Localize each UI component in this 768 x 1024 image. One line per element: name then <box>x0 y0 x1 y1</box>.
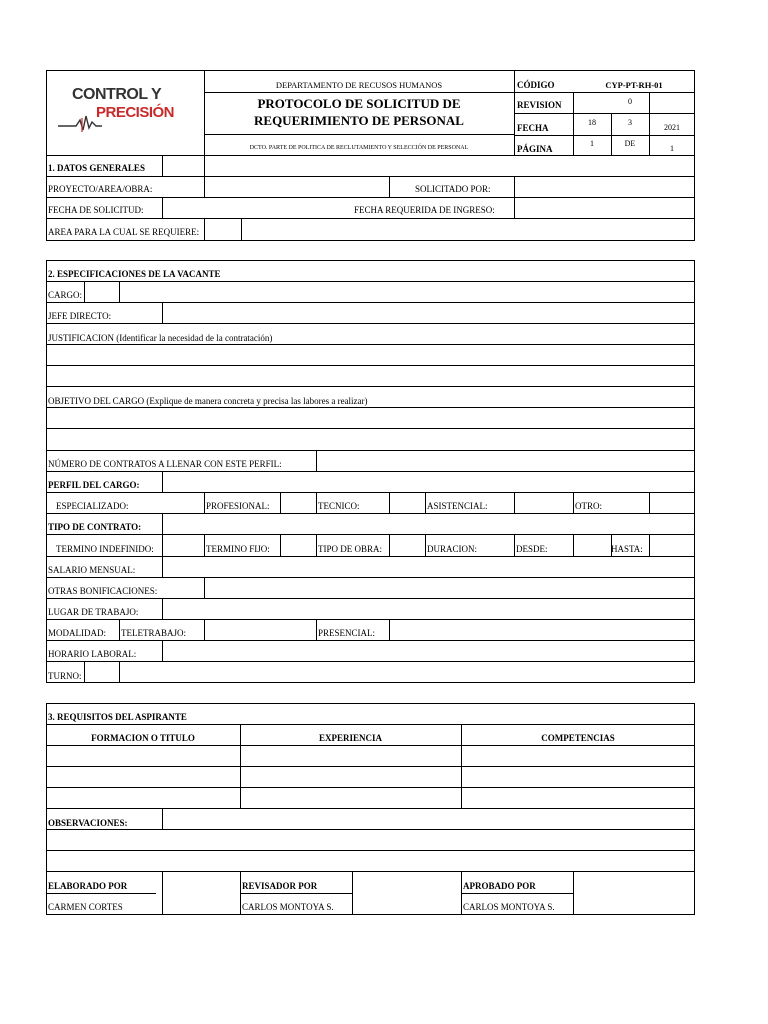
desde-label: DESDE: <box>516 544 548 554</box>
indefinido-label: TERMINO INDEFINIDO: <box>56 544 154 554</box>
logo-signal-icon <box>58 110 118 132</box>
solicitado-label: SOLICITADO POR: <box>415 184 491 194</box>
teletrabajo-label: TELETRABAJO: <box>121 628 186 638</box>
horario-label: HORARIO LABORAL: <box>48 649 137 659</box>
tecnico-label: TECNICO: <box>318 501 360 511</box>
aprobado-label: APROBADO POR <box>463 881 536 891</box>
fecha-day: 18 <box>588 118 596 127</box>
section1-title: 1. DATOS GENERALES <box>48 163 145 173</box>
codigo-value: CYP-PT-RH-01 <box>605 80 663 90</box>
fecha-solicitud-label: FECHA DE SOLICITUD: <box>48 205 144 215</box>
objetivo-label: OBJETIVO DEL CARGO (Explique de manera concreta y precisa las labores a realizar) <box>48 396 368 406</box>
aprobado-name: CARLOS MONTOYA S. <box>463 902 555 912</box>
obra-label: TIPO DE OBRA: <box>318 544 383 554</box>
duracion-label: DURACION: <box>427 544 478 554</box>
profesional-label: PROFESIONAL: <box>206 501 270 511</box>
pagina-de: DE <box>624 139 636 148</box>
fecha-month: 3 <box>628 118 632 127</box>
document-title-line2: REQUERIMIENTO DE PERSONAL <box>254 113 464 128</box>
bonificaciones-label: OTRAS BONIFICACIONES: <box>48 586 158 596</box>
modalidad-label: MODALIDAD: <box>48 628 106 638</box>
revisador-name: CARLOS MONTOYA S. <box>242 902 334 912</box>
fijo-label: TERMINO FIJO: <box>206 544 270 554</box>
perfil-label: PERFIL DEL CARGO: <box>48 480 140 490</box>
revision-value: 0 <box>628 97 632 106</box>
fecha-label: FECHA <box>517 123 549 133</box>
pagina-label: PÁGINA <box>517 144 553 154</box>
hasta-label: HASTA: <box>611 544 643 554</box>
company-logo <box>58 86 188 136</box>
revisador-label: REVISADOR POR <box>242 881 318 891</box>
fecha-ingreso-label: FECHA REQUERIDA DE INGRESO: <box>354 205 495 215</box>
presencial-label: PRESENCIAL: <box>318 628 376 638</box>
elaborado-name: CARMEN CORTES <box>48 902 123 912</box>
experiencia-header: EXPERIENCIA <box>318 733 382 743</box>
revision-label: REVISION <box>517 100 562 110</box>
fecha-year: 2021 <box>664 123 680 132</box>
department-name: DEPARTAMENTO DE RECUSOS HUMANOS <box>275 80 443 90</box>
otro-label: OTRO: <box>575 501 602 511</box>
competencias-header: COMPETENCIAS <box>541 733 615 743</box>
formacion-header: FORMACION O TITULO <box>91 733 195 743</box>
document-title-line1: PROTOCOLO DE SOLICITUD DE <box>257 96 461 111</box>
pagina-total: 1 <box>670 144 674 153</box>
logo-text-line2: PRECISIÓN <box>96 104 175 121</box>
document-note: DCTO. PARTE DE POLITICA DE RECLUTAMIENTO Y SELECCIÓN DE PERSONAL <box>249 145 469 151</box>
section2-title: 2. ESPECIFICACIONES DE LA VACANTE <box>48 269 221 279</box>
area-label: AREA PARA LA CUAL SE REQUIERE: <box>48 227 200 237</box>
codigo-label: CÓDIGO <box>517 80 555 90</box>
cargo-label: CARGO: <box>48 290 83 300</box>
numero-contratos-label: NÚMERO DE CONTRATOS A LLENAR CON ESTE PERFIL: <box>48 459 282 469</box>
especializado-label: ESPECIALIZADO: <box>56 501 129 511</box>
pagina-number: 1 <box>590 139 594 148</box>
lugar-label: LUGAR DE TRABAJO: <box>48 607 139 617</box>
jefe-label: JEFE DIRECTO: <box>48 311 112 321</box>
section3-title: 3. REQUISITOS DEL ASPIRANTE <box>48 712 187 722</box>
elaborado-label: ELABORADO POR <box>48 881 128 891</box>
proyecto-label: PROYECTO/AREA/OBRA: <box>48 184 153 194</box>
asistencial-label: ASISTENCIAL: <box>427 501 488 511</box>
justificacion-label: JUSTIFICACION (Identificar la necesidad de la contratación) <box>48 333 273 343</box>
salario-label: SALARIO MENSUAL: <box>48 565 136 575</box>
turno-label: TURNO: <box>48 671 82 681</box>
observaciones-label: OBSERVACIONES: <box>48 818 128 828</box>
logo-text-line1: CONTROL Y <box>72 86 162 103</box>
tipo-contrato-label: TIPO DE CONTRATO: <box>48 522 142 532</box>
